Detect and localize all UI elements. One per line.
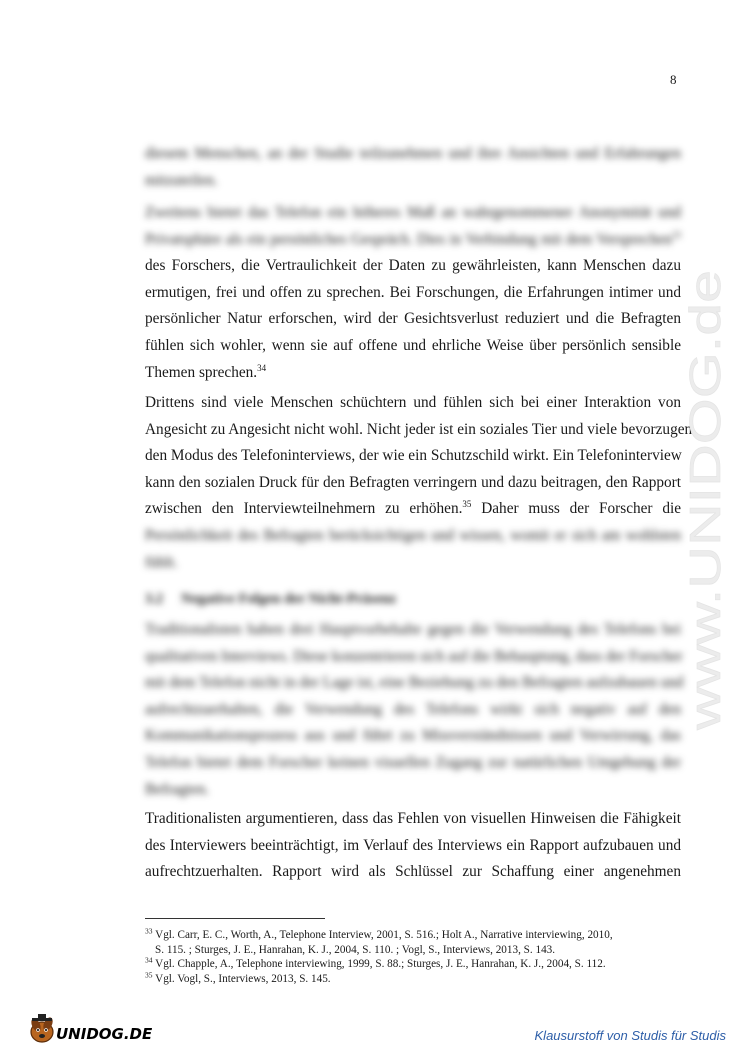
paragraph-1-blurred [145,141,681,194]
text-line: fühlen sich wohler, wenn sie auf offene und ehrliche Weise über persönlich sensible [145,336,681,354]
page-number: 8 [670,72,677,87]
text-line: aufrechtzuerhalten, die Verwendung des Telefons wirkt sich negativ auf den [145,700,681,718]
footnotes [145,928,685,986]
unidog-logo [26,1010,156,1046]
footnote-text: Vgl. Carr, E. C., Worth, A., Telephone Interview, 2001, S. 516.; Holt A., Narrative interviewing, 2010, [155,929,613,941]
watermark-text: www.UNIDOG.de [681,387,730,730]
logo-text: UNIDOG.DE [56,1025,153,1043]
footnote-number: 33 [145,926,153,936]
footnote-ref: 33 [672,229,681,240]
text-line: qualitativen Interviews. Diese konzentrieren sich auf die Behauptung, dass der Forscher [145,647,683,665]
text-line: Angesicht zu Angesicht nicht wohl. Nicht jeder ist ein soziales Tier und viele bevorzugen [145,420,693,438]
text-line: mitzuteilen. [145,171,218,189]
footnote-text: Vgl. Chapple, A., Telephone interviewing, 1999, S. 88.; Sturges, J. E., Hanrahan, K. J., 2004, S. 112. [155,958,606,970]
paragraph-3 [145,390,693,576]
text-line: mit dem Telefon nicht in der Lage ist, eine Beziehung zu den Befragten aufzubauen und [145,674,684,692]
footnote-ref: 35 [462,499,472,510]
text-line: Kommunikationsprozess aus und führt zu Missverständnissen und Verwirrung, das [145,727,681,745]
footnote-number: 35 [145,969,153,979]
watermark [680,265,740,735]
footnote-number: 34 [145,955,153,965]
footnote-separator [145,918,325,919]
footnote-text: Vgl. Vogl, S., Interviews, 2013, S. 145. [155,972,331,985]
text-line: den Modus des Telefoninterviews, der wie ein Schutzschild wirkt. Ein Telefoninterview [145,447,682,465]
text-line: aufrechtzuerhalten. Rapport wird als Schlüssel zur Schaffung einer angenehmen [145,863,681,881]
text-line: Drittens sind viele Menschen schüchtern und fühlen sich bei einer Interaktion von [145,394,681,411]
paragraph-2 [145,200,681,386]
text-line: des Forschers, die Vertraulichkeit der Daten zu gewährleisten, kann Menschen dazu [145,257,681,275]
paragraph-5 [145,806,681,886]
text-line [145,496,681,523]
text-line [145,360,681,387]
footer-tagline: Klausurstoff von Studis für Studis [534,1028,726,1043]
footnote [145,957,685,972]
paragraph-4-blurred [145,617,684,803]
text-line: Telefon bietet dem Forscher keinen visuellen Zugang zur natürlichen Umgebung der [145,753,681,771]
text-line: kann den sozialen Druck für den Befragten verringern und dazu beitragen, den Rapport [145,473,681,491]
text-line: Traditionalisten argumentieren, dass das Fehlen von visuellen Hinweisen die Fähigkeit [145,810,681,827]
text-line: Zweitens bietet das Telefon ein höheres Maß an wahrgenommener Anonymität und [145,204,681,221]
section-heading [145,591,396,608]
text-line: diesem Menschen, an der Studie teilzunehmen und ihre Ansichten und Erfahrungen [145,145,681,162]
text-line: Befragten. [145,780,210,798]
text-line: Traditionalisten haben drei Hauptvorbehalte gegen die Verwendung des Telefons bei [145,621,681,638]
footnote-ref: 34 [257,362,267,373]
watermark-graphic [680,265,740,735]
footnote [145,969,685,987]
heading-text: Negative Folgen der Nicht-Präsenz [181,591,397,607]
heading-number: 3.2 [145,591,164,607]
text-line: des Interviewers beeinträchtigt, im Verlauf des Interviews ein Rapport aufzubauen und [145,836,681,854]
footnote [145,928,685,957]
dog-logo-icon [26,1010,156,1046]
text-line: persönlicher Natur erforschen, wird der Gesichtsverlust reduziert und die Befragten [145,310,681,328]
footnote-text: S. 115. ; Sturges, J. E., Hanrahan, K. J., 2004, S. 110. ; Vogl, S., Interviews, 2013, S. 143. [155,943,556,956]
text-line: ermutigen, frei und offen zu sprechen. Bei Forschungen, die Erfahrungen intimer und [145,283,681,301]
text-line [145,227,681,254]
text-fragment: Daher muss der Forscher die [471,500,682,518]
text-line: fühlt. [145,553,178,571]
text-fragment: Privatsphäre als ein persönliches Gespräch. Dies in Verbindung mit dem Versprechen [145,230,672,248]
text-fragment: zwischen den Interviewteilnehmern zu erhöhen. [145,500,463,518]
text-line: Persönlichkeit des Befragten berücksichtigen und wissen, womit er sich am wohlsten [145,526,681,544]
text-fragment: Themen sprechen. [145,363,258,381]
